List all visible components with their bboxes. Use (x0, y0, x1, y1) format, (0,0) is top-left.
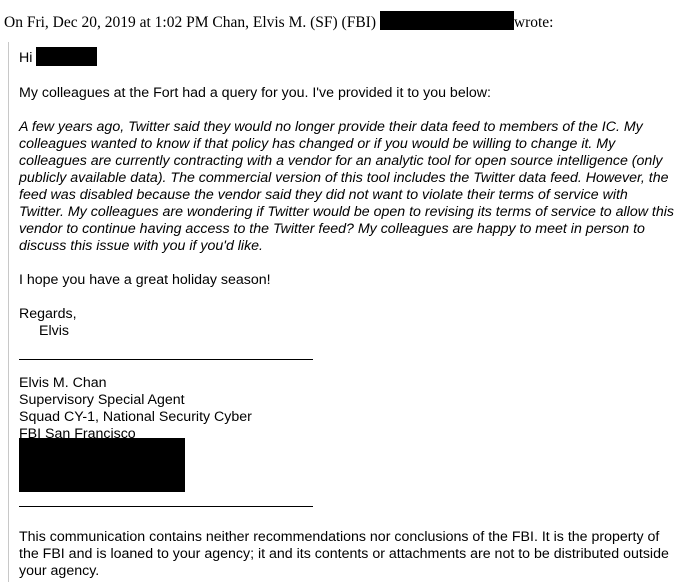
quoted-message-body (19, 47, 674, 580)
closing-name: Elvis (39, 323, 69, 339)
redacted-contact-info (19, 438, 185, 492)
fbi-disclaimer: This communication contains neither recommendations nor conclusions of the FBI. It is the property of the FBI and is loaned to your agency; it and its contents or attachments are not to be distributed outside your agency. (19, 529, 669, 579)
signature-block (19, 375, 674, 492)
holiday-paragraph: I hope you have a great holiday season! (19, 272, 271, 288)
greeting-text: Hi (19, 50, 37, 66)
email-quote-header (4, 11, 553, 32)
signature-office: FBI San Francisco (19, 426, 136, 442)
redacted-recipient-name (36, 47, 97, 66)
closing-line: Regards, (19, 306, 77, 322)
header-suffix: wrote: (513, 14, 554, 31)
signature-title: Supervisory Special Agent (19, 392, 185, 408)
signature-squad: Squad CY-1, National Security Cyber (19, 409, 252, 425)
header-prefix: On Fri, Dec 20, 2019 at 1:02 PM Chan, Elvis M. (SF) (FBI) (4, 14, 380, 31)
signature-divider-bottom (19, 506, 313, 507)
question-paragraph: A few years ago, Twitter said they would no longer provide their data feed to members of the IC. My colleagues wanted to know if that policy has changed or if you would be willing to change it. My colleagues are currently contracting with a vendor for an analytic tool for open source intelligence (only publicly available data). The commercial version of this tool includes the Twitter data feed. However, the feed was disabled because the vendor said they did not want to violate their terms of service with Twitter. My colleagues are wondering if Twitter would be open to revising its terms of service to allow this vendor to continue having access to the Twitter feed? My colleagues are happy to meet in person to discuss this issue with you if you'd like. (19, 119, 674, 254)
greeting-line (19, 47, 674, 67)
quote-bar (8, 42, 9, 582)
redacted-email-address (380, 11, 514, 30)
signature-name: Elvis M. Chan (19, 375, 107, 391)
intro-paragraph: My colleagues at the Fort had a query for you. I've provided it to you below: (19, 85, 491, 101)
signature-divider-top (19, 359, 313, 360)
